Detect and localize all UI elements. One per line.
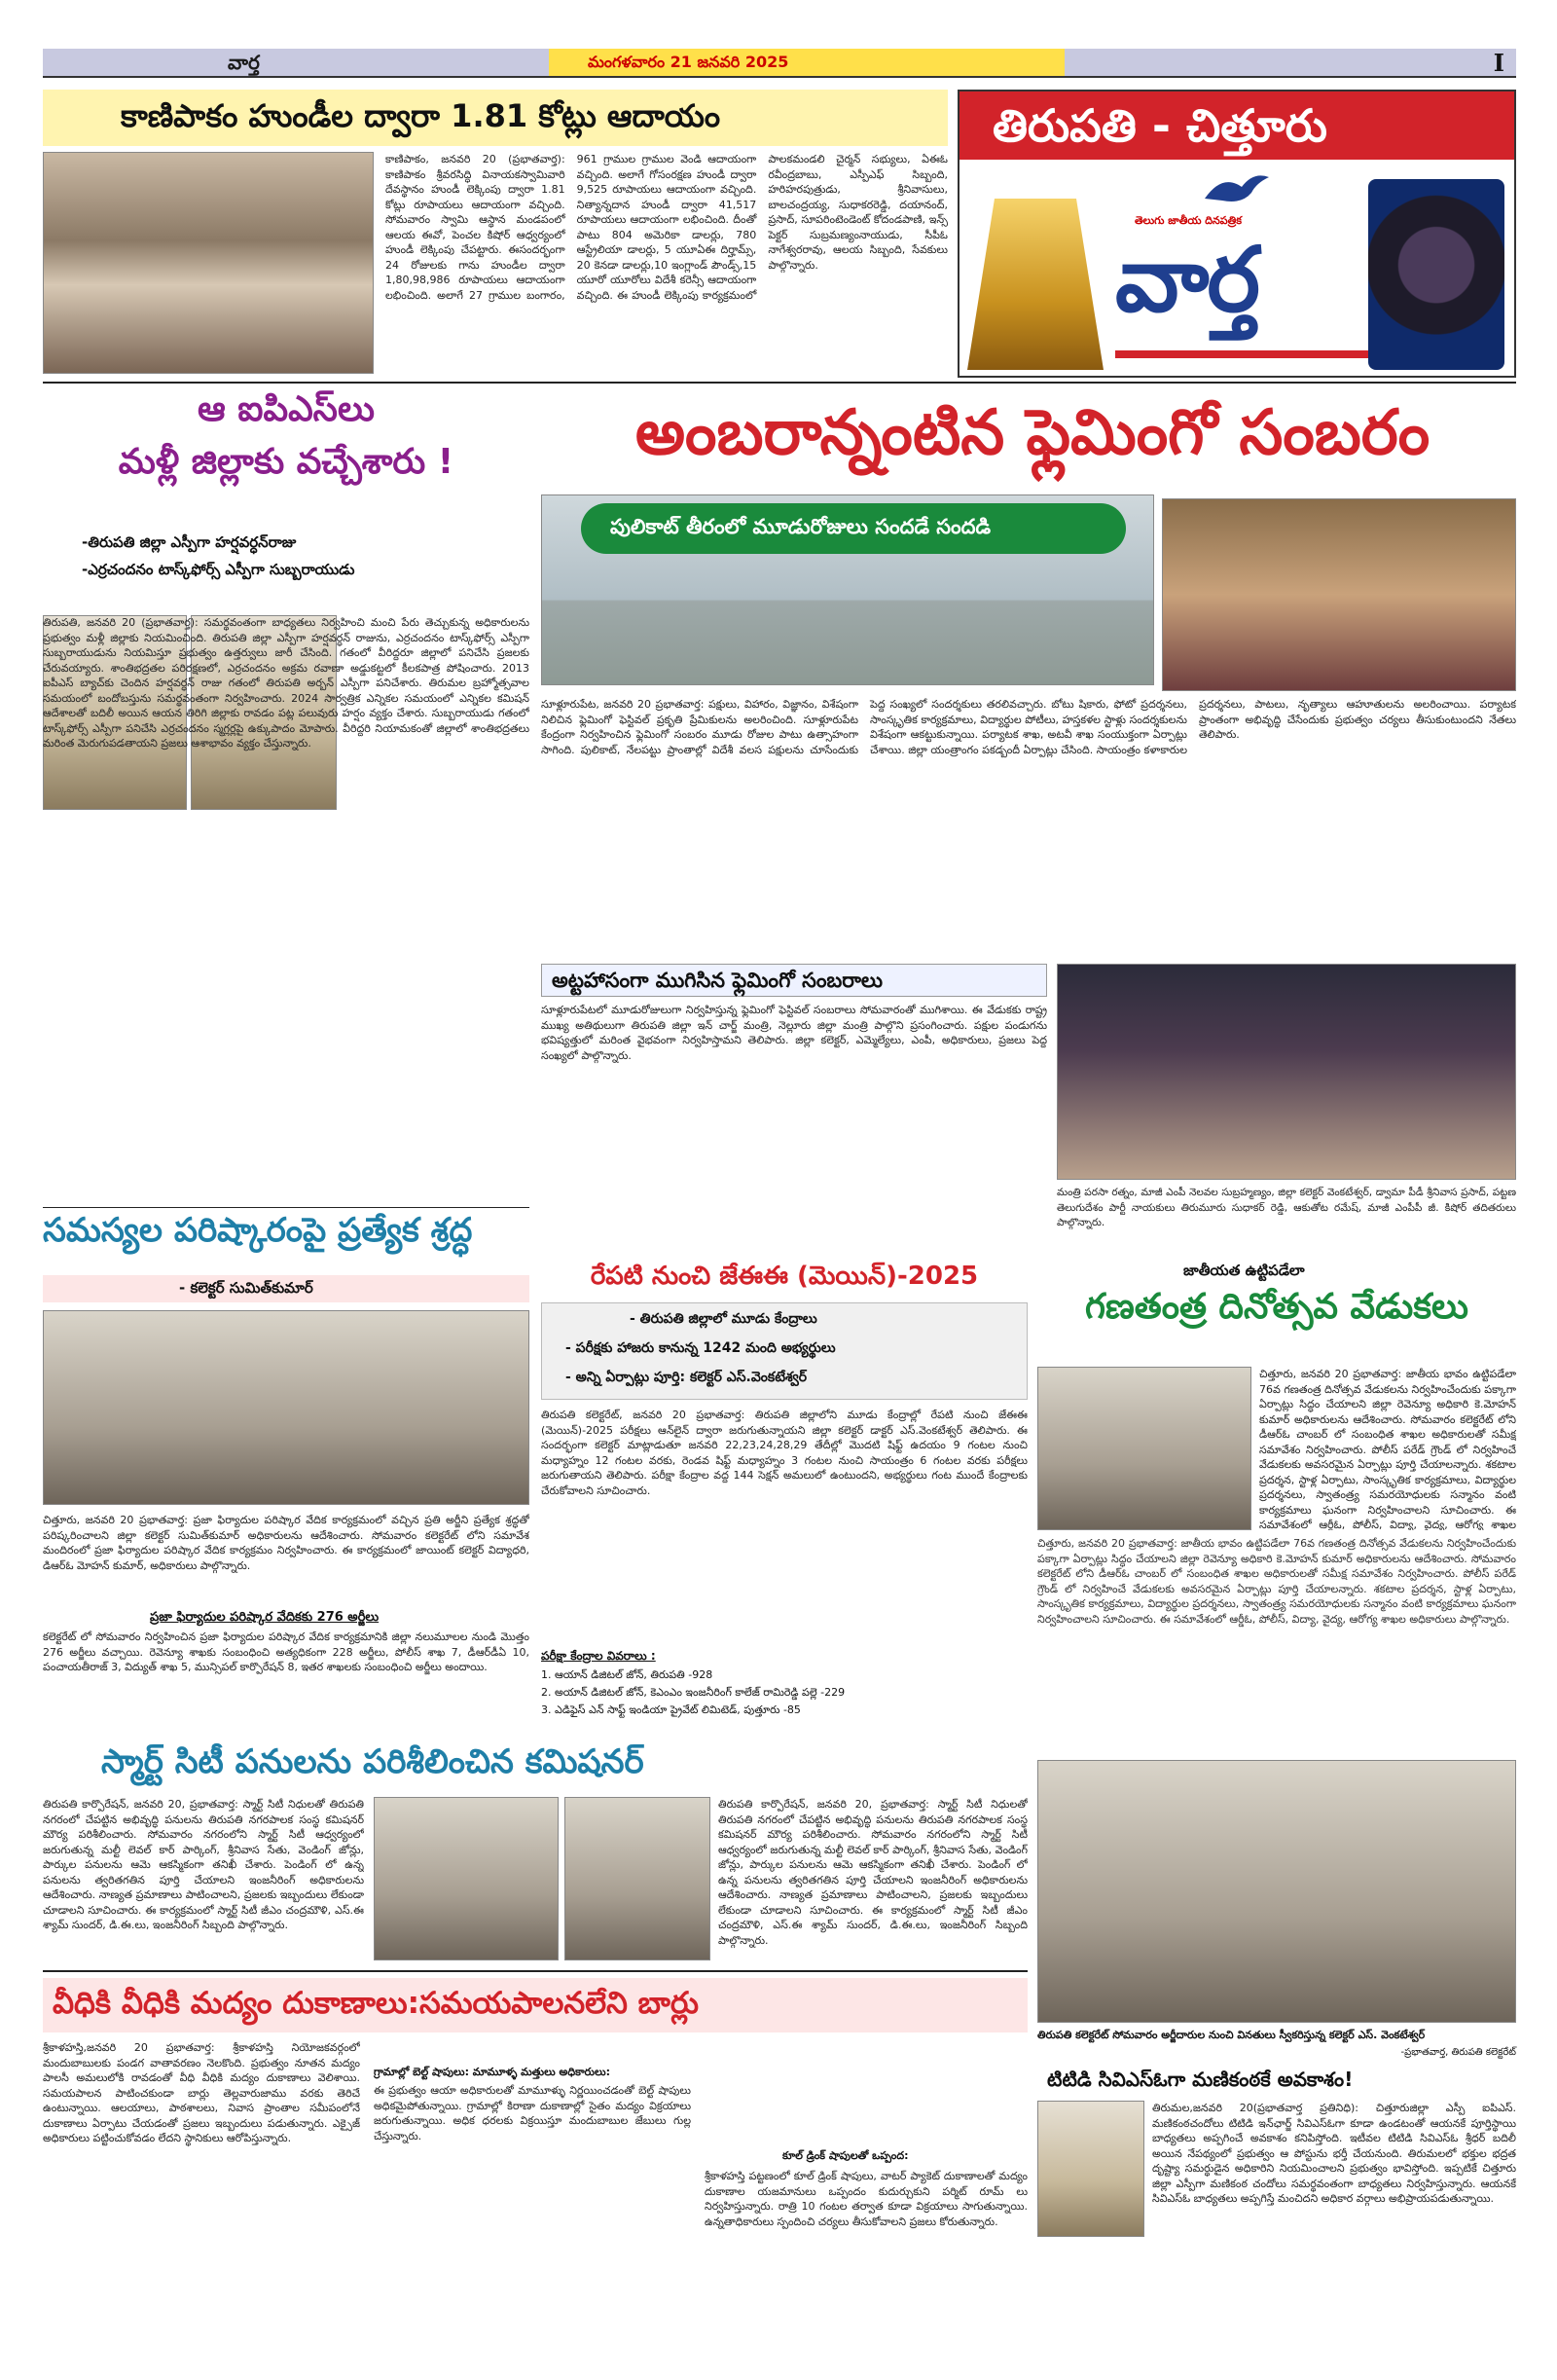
republic-kicker: జాతీయత ఉట్టిపడేలా [1183,1262,1305,1279]
flamingo-banner [581,503,1126,554]
story-grievance [43,1211,529,1737]
logo-word: వార్త [1115,228,1258,332]
jee-headline: రేపటి నుంచి జేఈఈ (మెయిన్)-2025 [590,1262,979,1291]
jee-body: తిరుపతి కలెక్టరేట్, జనవరి 20 ప్రభాతవార్త: తిరుపతి జిల్లాలోని మూడు కేంద్రాల్లో రేపటి నుంచి జేఈఈ (మెయిన్)-2025 పరీక్షలు ఆన్‌లైన్ ద్వారా జరుగుతున్నాయని జిల్లా కలెక్టర్ డాక్టర్ ఎస్.వెంకటేశ్వర్ తెలిపారు. ఈ సందర్భంగా కలెక్టర్ మాట్లాడుతూ జనవరి 22,23,24,28,29 తేదీల్లో మొదటి షిఫ్ట్ ఉదయం 9 గంటల నుంచి మధ్యాహ్నం 12 గంటల వరకు, రెండవ షిఫ్ట్ మధ్యాహ్నం 3 గంటల నుంచి సాయంత్రం 6 గంటల వరకు పరీక్షలు జరుగుతాయని తెలిపారు. పరీక్షా కేంద్రాల వద్ద 144 సెక్షన్ అమలులో ఉంటుందని, అభ్యర్థులు గంట ముందే కేంద్రాలకు చేరుకోవాలని సూచించారు. [541,1409,1028,1497]
jee-center-1: 1. ఆయాన్ డిజిటల్ జోన్, తిరుపతి -928 [541,1668,713,1681]
republic-photo [1037,1367,1251,1530]
kanipakam-headline-bar [43,90,948,146]
grievance-body: చిత్తూరు, జనవరి 20 ప్రభాతవార్త: ప్రజా ఫిర్యాదుల పరిష్కార వేదిక కార్యక్రమంలో వచ్చిన ప్రతి అర్జీని ప్రత్యేక శ్రద్ధతో పరిష్కరించాలని జిల్లా కలెక్టర్ సుమిత్‌కుమార్ అధికారులను ఆదేశించారు. సోమవారం కలెక్టరేట్ లోని సమావేశ మందిరంలో ప్రజా ఫిర్యాదుల పరిష్కార వేదిక కార్యక్రమం నిర్వహించారు. ఈ కార్యక్రమంలో జాయింట్ కలెక్టర్ విద్యాధరి, డిఆర్ఓ మోహన్ కుమార్, అధికారులు పాల్గొన్నారు. [43,1514,529,1572]
rule-mid-left [43,1207,529,1208]
dove-icon [1203,169,1271,206]
temple-gopuram-image [967,199,1104,370]
jee-center-2: 2. అయాన్ డిజిటల్ జోన్, కెఎంఎం ఇంజనీరింగ్ కాలేజ్ రామిరెడ్డి పల్లె -229 [541,1686,846,1699]
story-ttd [1037,2068,1516,2367]
ips-headline-2: మళ్లీ జిల్లాకు వచ్చేశారు ! [118,442,454,482]
ips-body: తిరుపతి, జనవరి 20 (ప్రభాతవార్త): సమర్థవంతంగా బాధ్యతలు నిర్వహించి మంచి పేరు తెచ్చుకున్న అధికారులను ప్రభుత్వం మళ్లీ జిల్లాకు నియమించింది. తిరుపతి జిల్లా ఎస్పీగా హర్షవర్ధన్ రాజును, ఎర్రచందనం టాస్క్‌ఫోర్స్ ఎస్పీగా సుబ్బరాయుడును నియమిస్తూ ప్రభుత్వం ఉత్తర్వులు జారీ చేసింది. గతంలో వీరిద్దరూ జిల్లాలో పనిచేసి ప్రజలకు చేరువయ్యారు. శాంతిభద్రతల పరిరక్షణలో, ఎర్రచందనం అక్రమ రవాణా అడ్డుకట్టలో కీలకపాత్ర పోషించారు. 2013 ఐపీఎస్ బ్యాచ్‌కు చెందిన హర్షవర్ధన్ రాజు గతంలో తిరుపతి అర్బన్ ఎస్పీగా పనిచేశారు. తిరుమల బ్రహ్మోత్సవాల సమయంలో బందోబస్తును సమర్థవంతంగా నిర్వహించారు. 2024 సార్వత్రిక ఎన్నికల సమయంలో ఎన్నికల కమిషన్ ఆదేశాలతో బదిలీ అయిన ఆయన తిరిగి జిల్లాకు రావడం పట్ల పలువురు హర్షం వ్యక్తం చేశారు. సుబ్బరాయుడు గతంలో టాస్క్‌ఫోర్స్ ఎస్పీగా పనిచేసి ఎర్రచందనం స్మగ్లర్లపై ఉక్కుపాదం మోపారు. వీరిద్దరి నియామకంతో జిల్లాలో శాంతిభద్రతలు మరింత మెరుగుపడతాయని ప్రజలు ఆశాభావం వ్యక్తం చేస్తున్నారు. [43,616,529,750]
grievance-headline: సమస్యల పరిష్కారంపై ప్రత్యేక శ్రద్ధ [43,1211,473,1250]
ips-headline-1: ఆ ఐపిఎస్‌లు [198,389,375,429]
collector-caption: తిరుపతి కలెక్టరేట్ సోమవారం అర్జీదారుల నుంచి వినతులు స్వీకరిస్తున్న కలెక్టర్ ఎస్. వెంకటేశ్వర్ [1037,2029,1426,2041]
rule-top [43,382,1516,384]
liquor-headline: వీధికి వీధికి మద్యం దుకాణాలు:సమయపాలనలేని బార్లు [53,1986,700,2021]
jee-bullet-2: - పరీక్షకు హాజరు కానున్న 1242 మంది అభ్యర్థులు [565,1340,836,1356]
republic-body: చిత్తూరు, జనవరి 20 ప్రభాతవార్త: జాతీయ భావం ఉట్టిపడేలా 76వ గణతంత్ర దినోత్సవ వేడుకలను నిర్వహించేందుకు పక్కాగా ఏర్పాట్లు సిద్ధం చేయాలని జిల్లా రెవెన్యూ అధికారి కె.మోహన్ కుమార్ అధికారులను ఆదేశించారు. సోమవారం కలెక్టరేట్ లోని డీఆర్ఓ చాంబర్ లో సంబంధిత శాఖల అధికారులతో సమీక్ష సమావేశం నిర్వహించారు. పోలీస్ పరేడ్ గ్రౌండ్ లో నిర్వహించే వేడుకలకు అవసరమైన ఏర్పాట్లు పూర్తి చేయాలన్నారు. శకటాల ప్రదర్శన, స్టాళ్ల ఏర్పాటు, సాంస్కృతిక కార్యక్రమాలు, విద్యార్థుల ప్రదర్శనలు, స్వాతంత్ర్య సమరయోధులకు సన్మానం వంటి కార్యక్రమాలు ఘనంగా నిర్వహించాలని సూచించారు. ఈ సమావేశంలో ఆర్డీఓ, పోలీస్, విద్యా, వైద్య, ఆరోగ్య శాఖల [1259,1368,1516,1530]
paper-name-small: వార్త [228,51,260,74]
flamingo-photo-ministers [1162,498,1516,691]
logo-underline [1115,350,1368,358]
collector-photo-box [1037,1760,1516,2062]
flamingo-body: సూళ్లూరుపేట, జనవరి 20 ప్రభాతవార్త: పక్షులు, విహారం, విజ్ఞానం, విశేషంగా నిలిచిన ఫ్లెమింగో ఫెస్టివల్ ప్రకృతి ప్రేమికులను అలరించింది. సూళ్లూరుపేట కేంద్రంగా నిర్వహించిన ఫ్లెమింగో సంబరం మూడు రోజుల పాటు ఉత్సాహంగా సాగింది. పులికాట్, నేలపట్టు ప్రాంతాల్లో విదేశీ వలస పక్షులను చూసేందుకు పెద్ద సంఖ్యలో సందర్శకులు తరలివచ్చారు. బోటు షికారు, ఫోటో ప్రదర్శనలు, సాంస్కృతిక కార్యక్రమాలు, విద్యార్థుల పోటీలు, హస్తకళల స్టాళ్లు సందర్శకులను విశేషంగా ఆకట్టుకున్నాయి. పర్యాటక శాఖ, అటవీ శాఖ సంయుక్తంగా ఏర్పాట్లు చేశాయి. జిల్లా యంత్రాంగం పకడ్బందీ ఏర్పాట్లు చేసింది. సాయంత్రం కళాకారుల ప్రదర్శనలు, పాటలు, నృత్యాలు ఆహూతులను అలరించాయి. పర్యాటక ప్రాంతంగా అభివృద్ధి చేసేందుకు ప్రభుత్వం చర్యలు తీసుకుంటుందని నేతలు తెలిపారు. [541,698,1516,756]
jee-centers-title: పరీక్షా కేంద్రాల వివరాలు : [541,1649,656,1663]
jee-bullet-3: - అన్ని ఏర్పాట్లు పూర్తి: కలెక్టర్ ఎస్.వెంకటేశ్వర్ [565,1370,808,1385]
republic-headline: గణతంత్ర దినోత్సవ వేడుకలు [1085,1287,1468,1327]
ips-sub-1: -తిరుపతి జిల్లా ఎస్పీగా హర్షవర్ధన్‌రాజు [82,533,297,551]
deity-image [1368,179,1504,370]
rule-bottom [43,1970,1028,1972]
liquor-subhead-1: గ్రామాల్లో బెల్ట్ షాపులు: మామూళ్ళ మత్తులు అధికారులు: [374,2066,610,2078]
smartcity-body-cont [718,1797,1028,1960]
smartcity-photo-2 [564,1797,710,1960]
liquor-subhead-2: కూల్ డ్రింక్ షాపులతో ఒప్పంద: [782,2149,909,2162]
collector-credit: -ప్రభాతవార్త, తిరుపతి కలెక్టరేట్ [1400,2047,1516,2058]
logo-tagline: తెలుగు జాతీయ దినపత్రిక [1135,214,1242,227]
story-flamingo-end [541,964,1516,1256]
grievance-sub-bar [43,1275,529,1302]
flamingo-photo-birds [541,494,1154,685]
ttd-body: తిరుమల,జనవరి 20(ప్రభాతవార్త ప్రతినిధి): చిత్తూరుజిల్లా ఎస్పీ ఐపిఎస్. మణికంఠచందోలు టిటిడి ఇన్‌ఛార్జ్ సివిఎస్ఓగా కూడా ఉండటంతో ఆయనకే పూర్తిస్థాయి బాధ్యతలు అప్పగించే అవకాశం కనిపిస్తోంది. ఇటీవల టిటిడి సివిఎస్ఓ శ్రీధర్ బదిలీ అయిన నేపథ్యంలో ప్రభుత్వం ఆ పోస్టును భర్తీ చేయనుంది. తిరుమలలో భక్తుల భద్రత దృష్ట్యా సమర్థుడైన అధికారిని నియమించాలని ప్రభుత్వం భావిస్తోంది. ఇప్పటికే చిత్తూరు జిల్లా ఎస్పీగా మణికంఠ చందోలు సమర్థవంతంగా బాధ్యతలు నిర్వహిస్తున్నారు. ఆయనకే సివిఎస్ఓ బాధ్యతలు అప్పగిస్తే మంచిదని అధికార వర్గాలు అభిప్రాయపడుతున్నాయి. [1152,2102,1516,2205]
kanipakam-photo [43,152,374,374]
story-republic [1037,1262,1516,1748]
republic-body-cont [1037,1536,1516,1746]
grievance-body2: కలెక్టరేట్ లో సోమవారం నిర్వహించిన ప్రజా ఫిర్యాదుల పరిష్కార వేదిక కార్యక్రమానికి జిల్లా నలుమూలల నుండి మొత్తం 276 అర్జీలు వచ్చాయి. రెవెన్యూ శాఖకు సంబంధించి అత్యధికంగా 228 అర్జీలు, పోలీస్ శాఖ 7, డీఆర్‌డీఏ 10, పంచాయతీరాజ్ 3, విద్యుత్ శాఖ 5, మున్సిపల్ కార్పొరేషన్ 8, ఇతర శాఖలకు సంబంధించి అర్జీలు అందాయి. [43,1630,529,1673]
liquor-body-3: శ్రీకాళహస్తి పట్టణంలో కూల్ డ్రింక్ షాపులు, వాటర్ ప్యాకెట్ దుకాణాలతో మద్యం దుకాణాల యజమానులు ఒప్పందం కుదుర్చుకుని పర్మిట్ రూమ్ లు నిర్వహిస్తున్నారు. రాత్రి 10 గంటల తర్వాత కూడా విక్రయాలు సాగుతున్నాయి. ఉన్నతాధికారులు స్పందించి చర్యలు తీసుకోవాలని ప్రజలు కోరుతున్నారు. [705,2170,1028,2228]
jee-bullets-box [541,1302,1028,1400]
smartcity-headline: స్మార్ట్ సిటీ పనులను పరిశీలించిన కమిషనర్ [101,1742,644,1781]
story-kanipakam [43,90,948,378]
flamingo-end-photo [1057,964,1516,1180]
story-ips [43,389,529,1207]
date-box [549,49,1065,76]
ttd-photo [1037,2101,1144,2237]
liquor-body-2: ఈ ప్రభుత్వం ఆయా అధికారులతో మామూళ్ళు నిర్ణయించడంతో బెల్ట్ షాపులు అధికమైపోతున్నాయి. గ్రామాల్లో కిరాణా దుకాణాల్లో సైతం మద్యం విక్రయాలు జరుగుతున్నాయి. అధిక ధరలకు విక్రయిస్తూ మందుబాబుల జేబులు గుల్ల చేస్తున్నారు. [374,2084,691,2142]
jee-bullet-1: - తిరుపతి జిల్లాలో మూడు కేంద్రాలు [630,1311,817,1327]
liquor-body: శ్రీకాళహస్తి,జనవరి 20 ప్రభాతవార్త: శ్రీకాళహస్తి నియోజకవర్గంలో మందుబాబులకు పండగ వాతావరణం నెలకొంది. ప్రభుత్వం నూతన మద్యం పాలసీ అమలులోకి రావడంతో వీధి వీధికి మద్యం దుకాణాలు వెలిశాయి. సమయపాలన పాటించకుండా బార్లు తెల్లవారుజాము వరకు తెరిచే ఉంటున్నాయి. ఆలయాలు, పాఠశాలలు, నివాస ప్రాంతాల సమీపంలోనే దుకాణాలు ఏర్పాటు చేయడంతో ప్రజలు ఇబ్బందులు పడుతున్నారు. ఎక్సైజ్ అధికారులు పట్టించుకోవడం లేదని స్థానికులు ఆరోపిస్తున్నారు. [43,2041,360,2144]
page-number: I [1493,49,1504,77]
republic-body-cont-text: చిత్తూరు, జనవరి 20 ప్రభాతవార్త: జాతీయ భావం ఉట్టిపడేలా 76వ గణతంత్ర దినోత్సవ వేడుకలను నిర్వహించేందుకు పక్కాగా ఏర్పాట్లు సిద్ధం చేయాలని జిల్లా రెవెన్యూ అధికారి కె.మోహన్ కుమార్ అధికారులను ఆదేశించారు. సోమవారం కలెక్టరేట్ లోని డీఆర్ఓ చాంబర్ లో సంబంధిత శాఖల అధికారులతో సమీక్ష సమావేశం నిర్వహించారు. పోలీస్ పరేడ్ గ్రౌండ్ లో నిర్వహించే వేడుకలకు అవసరమైన ఏర్పాట్లు పూర్తి చేయాలన్నారు. శకటాల ప్రదర్శన, స్టాళ్ల ఏర్పాటు, సాంస్కృతిక కార్యక్రమాలు, విద్యార్థుల ప్రదర్శనలు, స్వాతంత్ర్య సమరయోధులకు సన్మానం వంటి కార్యక్రమాలు ఘనంగా నిర్వహించాలని సూచించారు. ఈ సమావేశంలో ఆర్డీఓ, పోలీస్, విద్యా, వైద్య, ఆరోగ్య శాఖల అధికారులు పాల్గొన్నారు. [1037,1537,1516,1626]
grievance-photo [43,1310,529,1505]
flamingo-end-caption: మంత్రి పరసా రత్నం, మాజీ ఎంపీ నెలవల సుబ్రహ్మణ్యం, జిల్లా కలెక్టర్ వెంకటేశ్వర్, డ్వామా పీడీ శ్రీనివాస ప్రసాద్, పట్టణ తెలుగుదేశం పార్టీ నాయకులు తిరుమూరు సుధాకర్ రెడ్డి, ఆకుతోట రమేష్, మాజీ ఎంపీపీ జీ. కిషోర్ తదితరులు పాల్గొన్నారు. [1057,1187,1516,1228]
flamingo-end-headline: అట్టహాసంగా ముగిసిన ఫ్లెమింగో సంబరాలు [552,969,884,992]
smartcity-body: తిరుపతి కార్పొరేషన్, జనవరి 20, ప్రభాతవార్త: స్మార్ట్ సిటీ నిధులతో తిరుపతి నగరంలో చేపట్టిన అభివృద్ధి పనులను తిరుపతి నగరపాలక సంస్థ కమిషనర్ మౌర్య పరిశీలించారు. సోమవారం నగరంలోని స్మార్ట్ సిటీ ఆధ్వర్యంలో జరుగుతున్న మల్టీ లెవల్ కార్ పార్కింగ్, శ్రీనివాస సేతు, వెండింగ్ జోన్లు, పార్కుల పనులను ఆమె ఆకస్మికంగా తనిఖీ చేశారు. పెండింగ్ లో ఉన్న పనులను త్వరితగతిన పూర్తి చేయాలని ఇంజనీరింగ్ అధికారులను ఆదేశించారు. నాణ్యత ప్రమాణాలు పాటించాలని, ప్రజలకు ఇబ్బందులు లేకుండా చూడాలని సూచించారు. ఈ కార్యక్రమంలో స్మార్ట్ సిటీ జీఎం చంద్రమౌళి, ఎస్.ఈ శ్యామ్ సుందర్, డి.ఈ.లు, ఇంజనీరింగ్ సిబ్బంది పాల్గొన్నారు. [43,1798,364,1931]
flamingo-end-headline-box [541,964,1047,997]
smartcity-photo-1 [374,1797,559,1960]
ips-sub-2: -ఎర్రచందనం టాస్క్‌ఫోర్స్ ఎస్పీగా సుబ్బరాయుడు [82,561,355,578]
story-flamingo [541,389,1516,964]
kanipakam-body: కాణిపాకం, జనవరి 20 (ప్రభాతవార్త): కాణిపాకం శ్రీవరసిద్ధి వినాయకస్వామివారి దేవస్థానం హుండీ లెక్కింపు ద్వారా 1.81 కోట్లు రూపాయలు ఆదాయంగా వచ్చింది. సోమవారం స్వామి ఆస్థాన మండపంలో ఆలయ ఈవో, పెంచల కిషోర్ ఆధ్వర్యంలో హుండీ లెక్కింపు చేపట్టారు. ఈసందర్భంగా 24 రోజులకు గాను హుండీల ద్వారా 1,80,98,986 రూపాయలు ఆదాయంగా లభించింది. అలాగే 27 గ్రాముల బంగారం, 961 గ్రాముల గ్రాముల వెండి ఆదాయంగా వచ్చింది. అలాగే గోసంరక్షణ హుండీ ద్వారా 9,525 రూపాయలు ఆదాయంగా వచ్చింది. నిత్యాన్నదాన హుండీ ద్వారా 41,517 రూపాయలు ఆదాయంగా లభించింది. దీంతో పాటు 804 అమెరికా డాలర్లు, 780 ఆస్ట్రేలియా డాలర్లు, 5 యూఏఈ దిర్హామ్స్, 20 కెనడా డాలర్లు,10 ఇంగ్లాండ్ పౌండ్స్,15 యూరో యూరోలు విదేశీ కరెన్సీ ఆదాయంగా వచ్చింది. ఈ హుండీ లెక్కింపు కార్యక్రమంలో పాలకమండలి చైర్మన్ సభ్యులు, ఏఈఓ రవీంద్రబాబు, ఎస్పీఎఫ్ సిబ్బంది, హరిహరపుత్రుడు, శ్రీనివాసులు, బాలచంద్రయ్య, సుధాకరరెడ్డి, దయానంద్, ప్రసాద్, సూపరింటెండెంట్ కోదండపాణి, ఇన్స్ పెక్టర్ సుబ్రమణ్యంనాయుడు, సీపీఓ నాగేశ్వరరావు, ఆలయ సిబ్బంది, సేవకులు పాల్గొన్నారు. [385,153,948,302]
story-smartcity [43,1742,1028,1966]
edition-logo-box [958,90,1516,378]
date-text: మంగళవారం 21 జనవరి 2025 [588,53,789,71]
jee-center-3: 3. ఎడిఫైస్ ఎన్ సాఫ్ట్ ఇండియా ప్రైవేట్ లిమిటెడ్, పుత్తూరు -85 [541,1703,801,1716]
story-jee [541,1262,1028,1727]
edition-title-bar [960,92,1514,160]
flamingo-end-body: సూళ్లూరుపేటలో మూడురోజులుగా నిర్వహిస్తున్న ఫ్లెమింగో ఫెస్టివల్ సంబరాలు సోమవారంతో ముగిశాయి. ఈ వేడుకకు రాష్ట్ర ముఖ్య అతిథులుగా తిరుపతి జిల్లా ఇన్ చార్జ్ మంత్రి, నెల్లూరు జిల్లా మంత్రి పాల్గొని ప్రసంగించారు. పక్షుల పండుగను భవిష్యత్తులో మరింత వైభవంగా నిర్వహిస్తామని తెలిపారు. జిల్లా కలెక్టర్, ఎమ్మెల్యేలు, ఎంపీ, అధికారులు, ప్రజలు పెద్ద సంఖ్యలో పాల్గొన్నారు. [541,1004,1047,1062]
ttd-headline: టిటిడి సివిఎస్ఓగా మణికంఠకే అవకాశం! [1047,2068,1354,2091]
collector-photo [1037,1760,1516,2023]
smartcity-body-cont-text: తిరుపతి కార్పొరేషన్, జనవరి 20, ప్రభాతవార్త: స్మార్ట్ సిటీ నిధులతో తిరుపతి నగరంలో చేపట్టిన అభివృద్ధి పనులను తిరుపతి నగరపాలక సంస్థ కమిషనర్ మౌర్య పరిశీలించారు. సోమవారం నగరంలోని స్మార్ట్ సిటీ ఆధ్వర్యంలో జరుగుతున్న మల్టీ లెవల్ కార్ పార్కింగ్, శ్రీనివాస సేతు, వెండింగ్ జోన్లు, పార్కుల పనులను ఆమె ఆకస్మికంగా తనిఖీ చేశారు. పెండింగ్ లో ఉన్న పనులను త్వరితగతిన పూర్తి చేయాలని ఇంజనీరింగ్ అధికారులను ఆదేశించారు. నాణ్యత ప్రమాణాలు పాటించాలని, ప్రజలకు ఇబ్బందులు లేకుండా చూడాలని సూచించారు. ఈ కార్యక్రమంలో స్మార్ట్ సిటీ జీఎం చంద్రమౌళి, ఎస్.ఈ శ్యామ్ సుందర్, డి.ఈ.లు, ఇంజనీరింగ్ సిబ్బంది పాల్గొన్నారు. [718,1798,1028,1947]
grievance-sub: - కలెక్టర్ సుమిత్‌కుమార్ [179,1279,313,1297]
flamingo-headline: అంబరాన్నంటిన ఫ్లెమింగో సంబరం [634,397,1430,469]
kanipakam-headline: కాణిపాకం హుండీల ద్వారా 1.81 కోట్లు ఆదాయం [121,97,721,134]
flamingo-banner-text: పులికాట్ తీరంలో మూడురోజులు సందడే సందడి [610,515,992,538]
liquor-headline-bar [43,1978,1028,2032]
grievance-subhead: ప్రజా ఫిర్యాదుల పరిష్కార వేదికకు 276 అర్జీలు [150,1610,380,1625]
masthead-strip [43,49,1516,78]
story-liquor [43,1978,1028,2367]
edition-title: తిరుపతి - చిత్తూరు [993,99,1327,152]
